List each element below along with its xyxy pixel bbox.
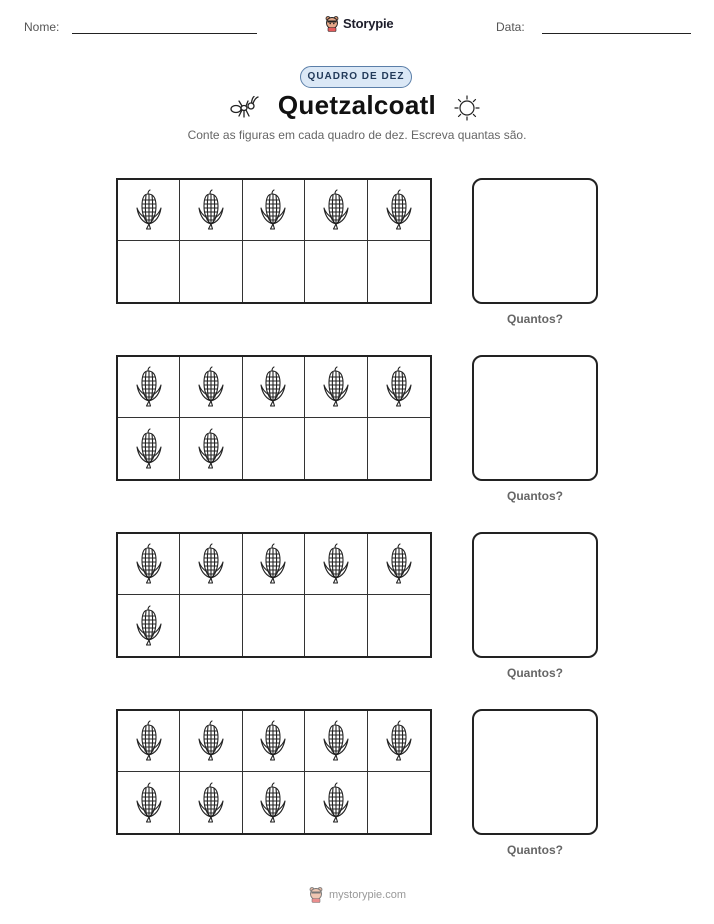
- sun-icon: [453, 94, 481, 122]
- name-line[interactable]: [72, 33, 257, 34]
- corn-icon: [134, 188, 164, 232]
- corn-icon: [196, 719, 226, 763]
- ten-frame-cell: [368, 418, 430, 479]
- corn-icon: [196, 427, 226, 471]
- ten-frame-cell: [368, 595, 430, 656]
- corn-icon: [384, 188, 414, 232]
- corn-icon: [134, 781, 164, 825]
- corn-icon: [321, 719, 351, 763]
- corn-icon: [134, 719, 164, 763]
- ten-frame-cell: [180, 595, 242, 656]
- ten-frame-cell: [180, 534, 242, 595]
- corn-icon: [258, 719, 288, 763]
- footer-url[interactable]: mystorypie.com: [328, 888, 407, 901]
- corn-icon: [384, 542, 414, 586]
- ten-frame-cell: [118, 241, 180, 302]
- ten-frame-cell: [243, 241, 305, 302]
- ten-frame-cell: [118, 418, 180, 479]
- date-line[interactable]: [542, 33, 691, 34]
- answer-label: Quantos?: [507, 489, 563, 503]
- brand-name: Storypie: [343, 15, 394, 31]
- corn-icon: [384, 719, 414, 763]
- answer-label: Quantos?: [507, 666, 563, 680]
- ten-frame: [116, 532, 432, 658]
- corn-icon: [321, 542, 351, 586]
- ten-frame: [116, 355, 432, 481]
- answer-label: Quantos?: [507, 843, 563, 857]
- ten-frame-cell: [305, 711, 367, 772]
- answer-box[interactable]: [472, 178, 598, 304]
- name-label: Nome:: [24, 20, 60, 34]
- corn-icon: [321, 188, 351, 232]
- ten-frame-cell: [180, 241, 242, 302]
- worksheet-type-badge: QUADRO DE DEZ: [300, 66, 412, 88]
- answer-box[interactable]: [472, 532, 598, 658]
- ten-frame-cell: [305, 772, 367, 833]
- ten-frame-cell: [180, 711, 242, 772]
- ten-frame-cell: [118, 772, 180, 833]
- corn-icon: [196, 781, 226, 825]
- ten-frame-cell: [243, 772, 305, 833]
- storypie-logo: [324, 13, 393, 33]
- ten-frame-cell: [368, 534, 430, 595]
- corn-icon: [258, 781, 288, 825]
- ten-frame-cell: [368, 711, 430, 772]
- ten-frame-cell: [305, 357, 367, 418]
- ten-frame-cell: [180, 772, 242, 833]
- ten-frame-cell: [243, 357, 305, 418]
- corn-icon: [321, 781, 351, 825]
- ten-frame-cell: [243, 595, 305, 656]
- ten-frame-cell: [305, 595, 367, 656]
- ten-frame-cell: [180, 180, 242, 241]
- answer-box[interactable]: [472, 709, 598, 835]
- date-label: Data:: [496, 20, 525, 34]
- corn-icon: [196, 188, 226, 232]
- worksheet-title: Quetzalcoatl: [277, 90, 437, 120]
- mascot-icon: [308, 886, 324, 903]
- ten-frame-cell: [243, 418, 305, 479]
- ten-frame-cell: [118, 595, 180, 656]
- corn-icon: [134, 427, 164, 471]
- ten-frame: [116, 709, 432, 835]
- corn-icon: [134, 365, 164, 409]
- ten-frame-cell: [368, 180, 430, 241]
- mascot-icon: [324, 15, 340, 32]
- ten-frame-cell: [305, 418, 367, 479]
- corn-icon: [134, 604, 164, 648]
- instructions: Conte as figuras em cada quadro de dez. Escreva quantas são.: [187, 128, 527, 142]
- ten-frame-cell: [368, 772, 430, 833]
- ten-frame-cell: [305, 534, 367, 595]
- ten-frame-cell: [368, 241, 430, 302]
- corn-icon: [384, 365, 414, 409]
- corn-icon: [258, 365, 288, 409]
- ten-frame-cell: [305, 241, 367, 302]
- answer-label: Quantos?: [507, 312, 563, 326]
- corn-icon: [258, 188, 288, 232]
- ten-frame-cell: [180, 418, 242, 479]
- ten-frame-cell: [243, 180, 305, 241]
- ten-frame-cell: [118, 357, 180, 418]
- ten-frame-cell: [243, 534, 305, 595]
- corn-icon: [258, 542, 288, 586]
- corn-icon: [196, 365, 226, 409]
- ten-frame-cell: [118, 711, 180, 772]
- ten-frame-cell: [305, 180, 367, 241]
- ten-frame-cell: [180, 357, 242, 418]
- corn-icon: [134, 542, 164, 586]
- footer: [0, 886, 714, 903]
- answer-box[interactable]: [472, 355, 598, 481]
- corn-icon: [196, 542, 226, 586]
- ten-frame-cell: [118, 534, 180, 595]
- ten-frame-cell: [118, 180, 180, 241]
- ten-frame-cell: [243, 711, 305, 772]
- ten-frame-cell: [368, 357, 430, 418]
- ten-frame: [116, 178, 432, 304]
- corn-icon: [321, 365, 351, 409]
